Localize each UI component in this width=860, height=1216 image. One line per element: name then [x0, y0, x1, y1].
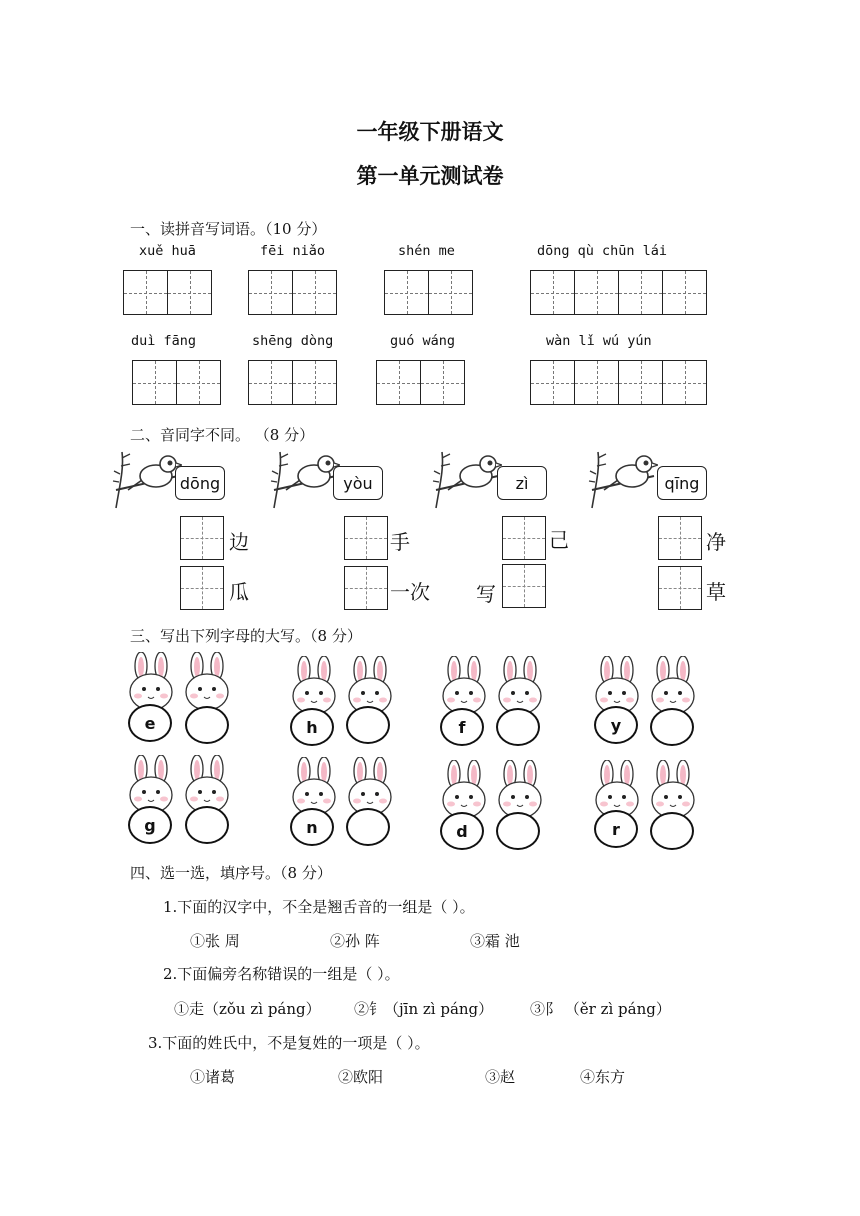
- question-2: 2.下面偏旁名称错误的一组是（ ）。: [163, 965, 400, 983]
- letter-circle: g: [128, 806, 172, 844]
- letter-circle: r: [594, 810, 638, 848]
- section3-heading: 三、写出下列字母的大写。（8 分）: [130, 627, 362, 645]
- writing-grid[interactable]: [248, 360, 337, 405]
- writing-grid[interactable]: [123, 270, 212, 315]
- letter-circle: f: [440, 708, 484, 746]
- answer-circle[interactable]: [185, 806, 229, 844]
- letter-circle: d: [440, 812, 484, 850]
- writing-grid[interactable]: [384, 270, 473, 315]
- section4-heading: 四、选一选，填序号。（8 分）: [130, 864, 332, 882]
- rabbit-icon: [287, 656, 397, 716]
- rabbit-icon: [437, 656, 547, 716]
- writing-grid[interactable]: [530, 270, 707, 315]
- answer-box[interactable]: [502, 564, 546, 608]
- rabbit-icon: [437, 760, 547, 820]
- hint-char: 己: [549, 528, 569, 552]
- hint-char: 写: [476, 582, 496, 606]
- rabbit-icon: [124, 652, 234, 712]
- writing-grid[interactable]: [132, 360, 221, 405]
- letter-circle: e: [128, 704, 172, 742]
- option[interactable]: ③赵: [485, 1068, 516, 1086]
- writing-grid[interactable]: [376, 360, 465, 405]
- answer-box[interactable]: [344, 516, 388, 560]
- answer-circle[interactable]: [346, 706, 390, 744]
- option[interactable]: ②欧阳: [338, 1068, 384, 1086]
- letter-circle: h: [290, 708, 334, 746]
- option[interactable]: ④东方: [580, 1068, 626, 1086]
- pinyin-label: duì fāng: [131, 333, 197, 349]
- page-title: 一年级下册语文: [356, 119, 504, 144]
- option[interactable]: ③霜 池: [470, 932, 520, 950]
- answer-box[interactable]: [180, 516, 224, 560]
- answer-circle[interactable]: [496, 708, 540, 746]
- pinyin-label: shén me: [398, 243, 455, 259]
- pinyin-label: fēi niǎo: [260, 243, 326, 259]
- answer-box[interactable]: [502, 516, 546, 560]
- pinyin-box: qīng: [657, 466, 707, 500]
- pinyin-label: dōng qù chūn lái: [537, 243, 668, 259]
- bird-icon: [432, 450, 502, 512]
- hint-char: 瓜: [229, 580, 249, 604]
- answer-box[interactable]: [658, 566, 702, 610]
- pinyin-box: yòu: [333, 466, 383, 500]
- answer-circle[interactable]: [496, 812, 540, 850]
- answer-circle[interactable]: [346, 808, 390, 846]
- page-subtitle: 第一单元测试卷: [356, 163, 504, 188]
- pinyin-box: dōng: [175, 466, 225, 500]
- answer-circle[interactable]: [650, 708, 694, 746]
- section2-heading: 二、音同字不同。 （8 分）: [130, 426, 315, 444]
- option[interactable]: ③阝 （ěr zì páng）: [530, 1000, 671, 1018]
- pinyin-label: shēng dòng: [252, 333, 334, 349]
- answer-box[interactable]: [344, 566, 388, 610]
- hint-char: 净: [706, 530, 726, 554]
- writing-grid[interactable]: [248, 270, 337, 315]
- pinyin-box: zì: [497, 466, 547, 500]
- option[interactable]: ①张 周: [190, 932, 240, 950]
- pinyin-label: xuě huā: [139, 243, 196, 259]
- letter-circle: y: [594, 706, 638, 744]
- option[interactable]: ②钅（jīn zì páng）: [354, 1000, 494, 1018]
- rabbit-icon: [124, 755, 234, 815]
- option[interactable]: ①诸葛: [190, 1068, 236, 1086]
- pinyin-label: guó wáng: [390, 333, 456, 349]
- hint-char: 草: [706, 580, 726, 604]
- question-3: 3.下面的姓氏中，不是复姓的一项是（ ）。: [148, 1034, 430, 1052]
- section1-heading: 一、读拼音写词语。（10 分）: [130, 220, 327, 238]
- rabbit-icon: [287, 757, 397, 817]
- pinyin-label: wàn lǐ wú yún: [546, 333, 652, 349]
- hint-char: 边: [229, 530, 249, 554]
- bird-icon: [588, 450, 658, 512]
- writing-grid[interactable]: [530, 360, 707, 405]
- answer-circle[interactable]: [185, 706, 229, 744]
- answer-box[interactable]: [180, 566, 224, 610]
- hint-char: 一次: [390, 580, 430, 604]
- question-1: 1.下面的汉字中，不全是翘舌音的一组是（ ）。: [163, 898, 475, 916]
- option[interactable]: ②孙 阵: [330, 932, 380, 950]
- answer-box[interactable]: [658, 516, 702, 560]
- letter-circle: n: [290, 808, 334, 846]
- option[interactable]: ①走（zǒu zì páng）: [174, 1000, 321, 1018]
- bird-icon: [112, 450, 182, 512]
- bird-icon: [270, 450, 340, 512]
- answer-circle[interactable]: [650, 812, 694, 850]
- hint-char: 手: [390, 530, 410, 554]
